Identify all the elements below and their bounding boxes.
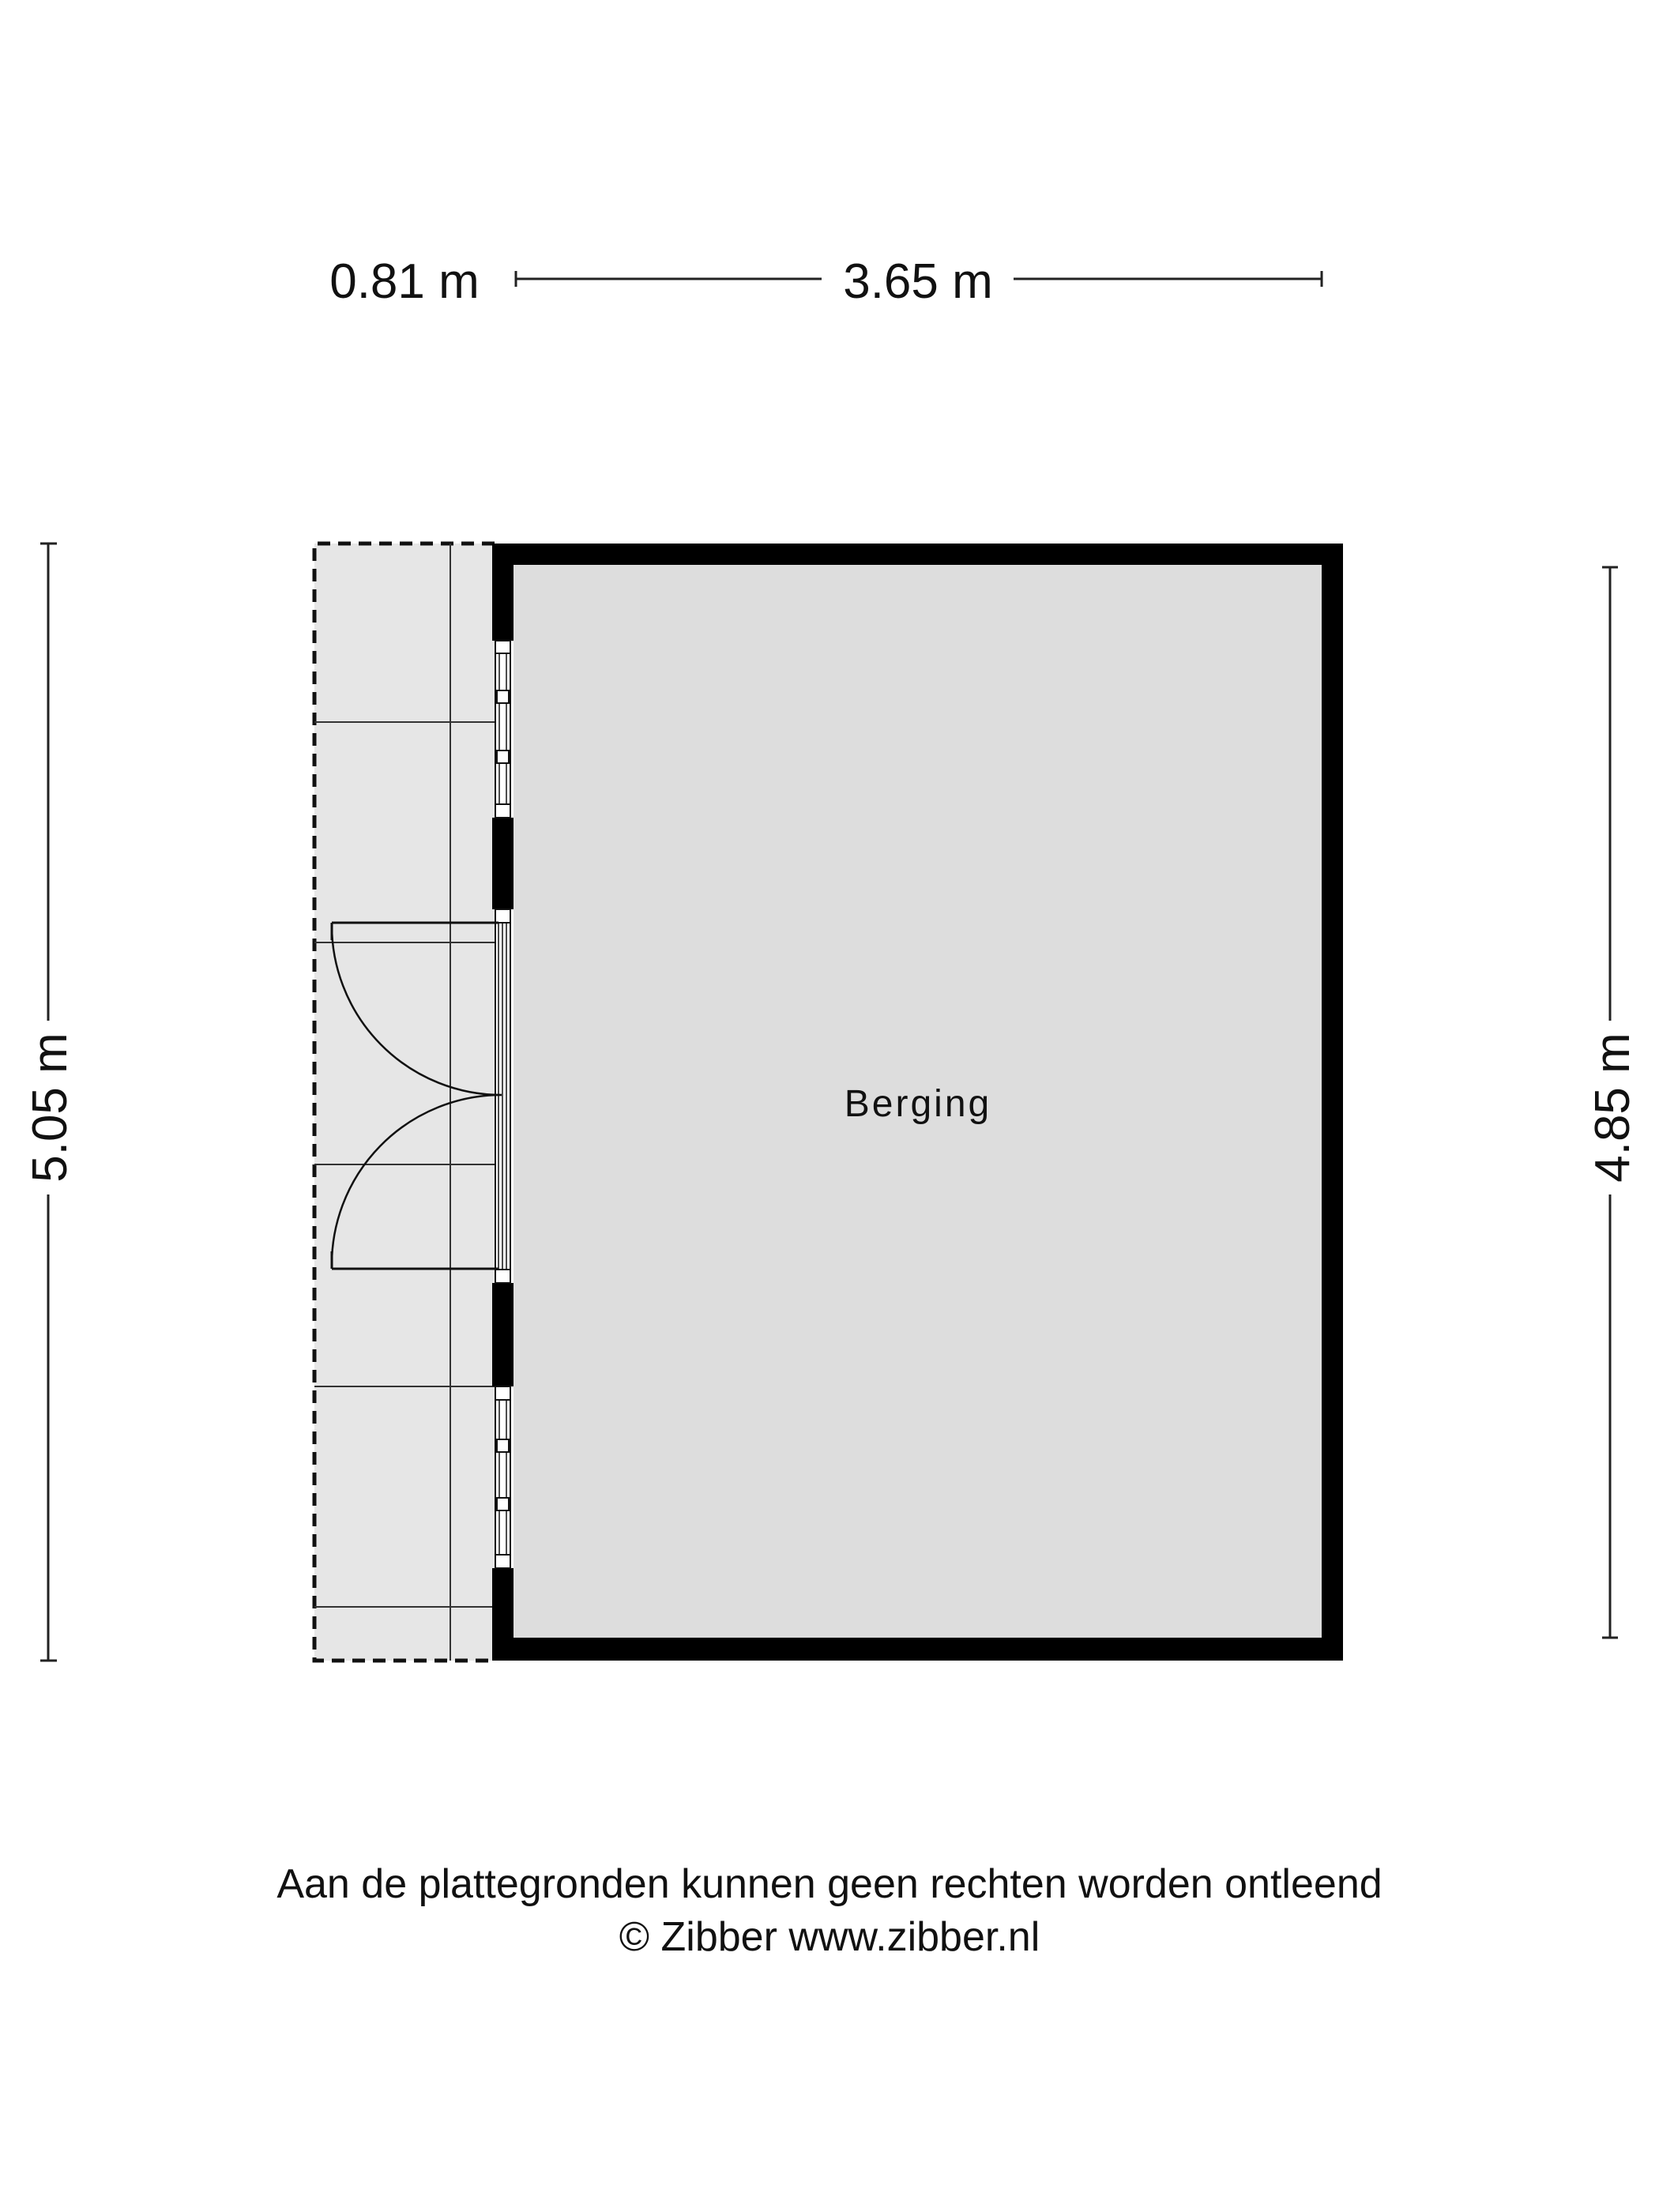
right-dimension — [1586, 567, 1640, 1638]
window-upper — [495, 641, 510, 818]
top-dimension — [329, 254, 1322, 309]
footer-copyright: © Zibber www.zibber.nl — [619, 1914, 1040, 1960]
terrace-area — [314, 544, 495, 1661]
dimension-total-depth: 5.05 m — [23, 1033, 77, 1183]
dimension-room-width: 3.65 m — [843, 254, 993, 309]
dimension-terrace-width: 0.81 m — [329, 254, 480, 309]
window-lower — [495, 1386, 510, 1568]
footer-disclaimer: Aan de plattegronden kunnen geen rechten worden ontleend — [276, 1861, 1382, 1907]
room-label-berging: Berging — [844, 1083, 992, 1125]
dimension-room-depth: 4.85 m — [1586, 1033, 1640, 1183]
left-dimension — [23, 544, 77, 1661]
